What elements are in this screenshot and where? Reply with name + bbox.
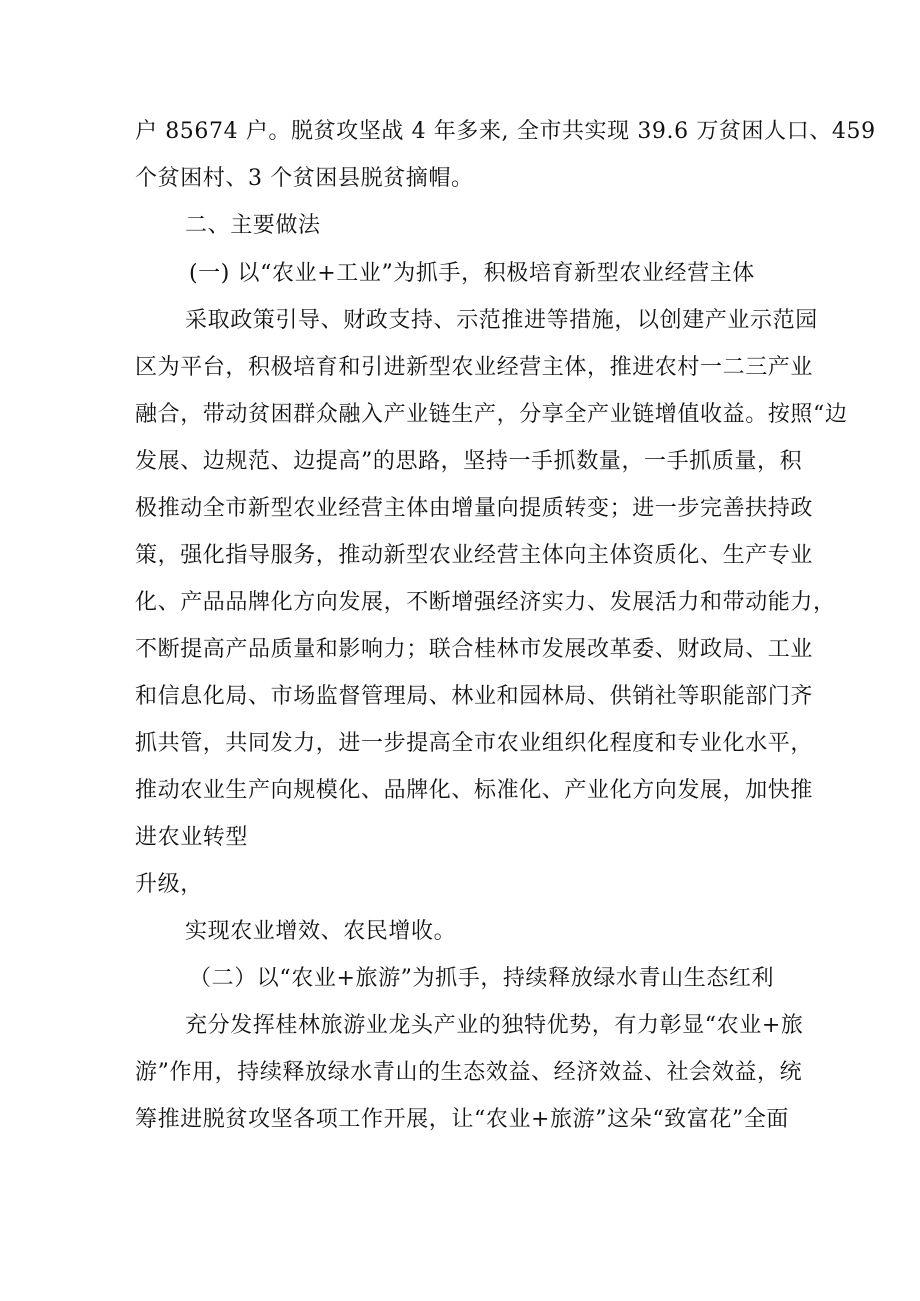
paragraph-line: 和信息化局、市场监督管理局、林业和园林局、供销社等职能部门齐 (135, 684, 814, 709)
paragraph-line: 化、产品品牌化方向发展，不断增强经济实力、发展活力和带动能力， (135, 590, 836, 615)
subheading: (一) 以“农业+工业”为抓手，积极培育新型农业经营主体 (189, 261, 755, 286)
paragraph-line: 策，强化指导服务，推动新型农业经营主体向主体资质化、生产专业 (135, 543, 814, 568)
paragraph-line: 推动农业生产向规模化、品牌化、标准化、产业化方向发展，加快推 (135, 778, 814, 803)
paragraph-line: 个贫困村、3 个贫困县脱贫摘帽。 (135, 166, 474, 191)
paragraph-line: 升级， (135, 872, 203, 897)
paragraph-line: 筹推进脱贫攻坚各项工作开展，让“农业+旅游”这朵“致富花”全面 (135, 1107, 790, 1132)
paragraph-line: 融合，带动贫困群众融入产业链生产，分享全产业链增值收益。按照“边 (135, 402, 848, 427)
paragraph-line: 抓共管，共同发力，进一步提高全市农业组织化程度和专业化水平， (135, 731, 814, 756)
paragraph-line: 实现农业增效、农民增收。 (185, 919, 457, 944)
paragraph-line: 不断提高产品质量和影响力；联合桂林市发展改革委、财政局、工业 (135, 637, 814, 662)
paragraph-line: 游”作用，持续释放绿水青山的生态效益、经济效益、社会效益，统 (135, 1060, 803, 1085)
paragraph-line: 区为平台，积极培育和引进新型农业经营主体，推进农村一二三产业 (135, 355, 814, 380)
paragraph-line: 发展、边规范、边提高”的思路，坚持一手抓数量，一手抓质量，积 (135, 449, 803, 474)
paragraph-line: 极推动全市新型农业经营主体由增量向提质转变；进一步完善扶持政 (135, 496, 814, 521)
section-heading: 二、主要做法 (185, 213, 321, 238)
paragraph-line: 采取政策引导、财政支持、示范推进等措施，以创建产业示范园 (185, 308, 818, 333)
paragraph-line: 进农业转型 (135, 825, 249, 850)
subheading: （二）以“农业+旅游”为抓手，持续释放绿水青山生态红利 (189, 966, 775, 991)
paragraph-line: 充分发挥桂林旅游业龙头产业的独特优势，有力彰显“农业+旅 (185, 1013, 804, 1038)
paragraph-line: 户 85674 户。脱贫攻坚战 4 年多来, 全市共实现 39.6 万贫困人口、459 (135, 119, 876, 144)
